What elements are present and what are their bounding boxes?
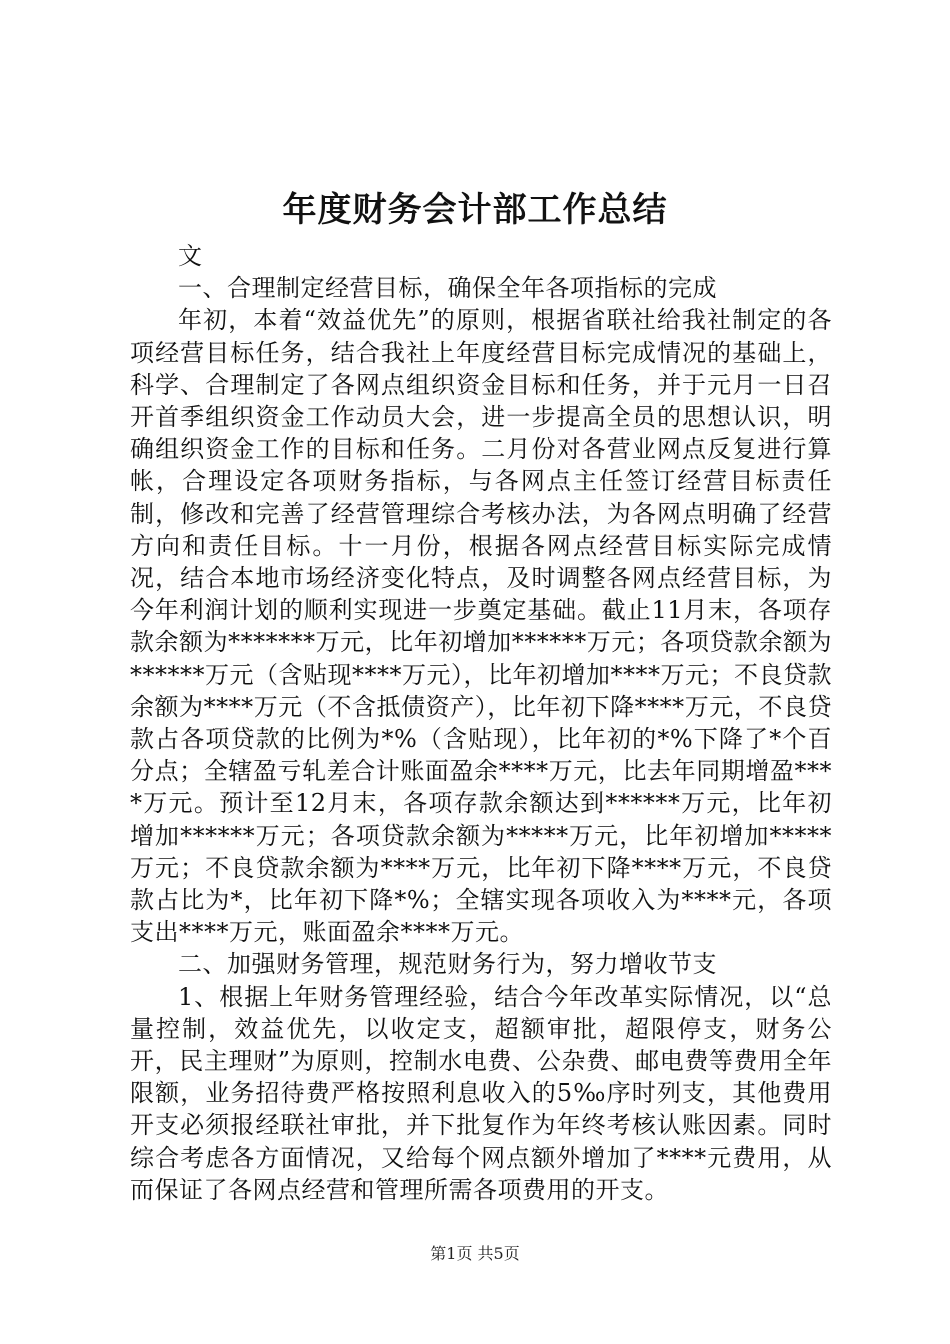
section-heading-2: 二、加强财务管理，规范财务行为，努力增收节支 (178, 950, 717, 979)
page-footer: 第1页 共5页 (430, 1244, 520, 1263)
document-body (130, 240, 832, 1206)
body-paragraph-1: 年初，本着“效益优先”的原则，根据省联社给我社制定的各项经营目标任务，结合我社上年度经营目标完成情况的基础上，科学、合理制定了各网点组织资金目标和任务，并于元月一日召开首季组织资金工作动员大会，进一步提高全员的思想认识，明确组织资金工作的目标和任务。二月份对各营业网点反复进行算帐，合理设定各项财务指标，与各网点主任签订经营目标责任制，修改和完善了经营管理综合考核办法，为各网点明确了经营方向和责任目标。十一月份，根据各网点经营目标实际完成情况，结合本地市场经济变化特点，及时调整各网点经营目标，为今年利润计划的顺利实现进一步奠定基础。截止11月末，各项存款余额为*******万元，比年初增加******万元；各项贷款余额为******万元（含贴现****万元），比年初增加****万元；不良贷款余额为****万元（不含抵债资产），比年初下降****万元，不良贷款占各项贷款的比例为*%（含贴现），比年初的*%下降了*个百分点；全辖盈亏轧差合计账面盈余****万元，比去年同期增盈****万元。预计至12月末，各项存款余额达到******万元，比年初增加******万元；各项贷款余额为*****万元，比年初增加*****万元；不良贷款余额为****万元，比年初下降****万元，不良贷款占比为*，比年初下降*%；全辖实现各项收入为****元，各项支出****万元，账面盈余****万元。 (130, 306, 832, 947)
author-line: 文 (178, 242, 203, 270)
body-paragraph-2: 1、根据上年财务管理经验，结合今年改革实际情况，以“总量控制，效益优先，以收定支，超额审批，超限停支，财务公开，民主理财”为原则，控制水电费、公杂费、邮电费等费用全年限额，业务招待费严格按照利息收入的5‰序时列支，其他费用开支必须报经联社审批，并下批复作为年终考核认账因素。同时综合考虑各方面情况，又给每个网点额外增加了****元费用，从而保证了各网点经营和管理所需各项费用的开支。 (130, 982, 832, 1204)
section-heading-1: 一、合理制定经营目标，确保全年各项指标的完成 (178, 274, 717, 303)
document-title: 年度财务会计部工作总结 (282, 190, 668, 230)
